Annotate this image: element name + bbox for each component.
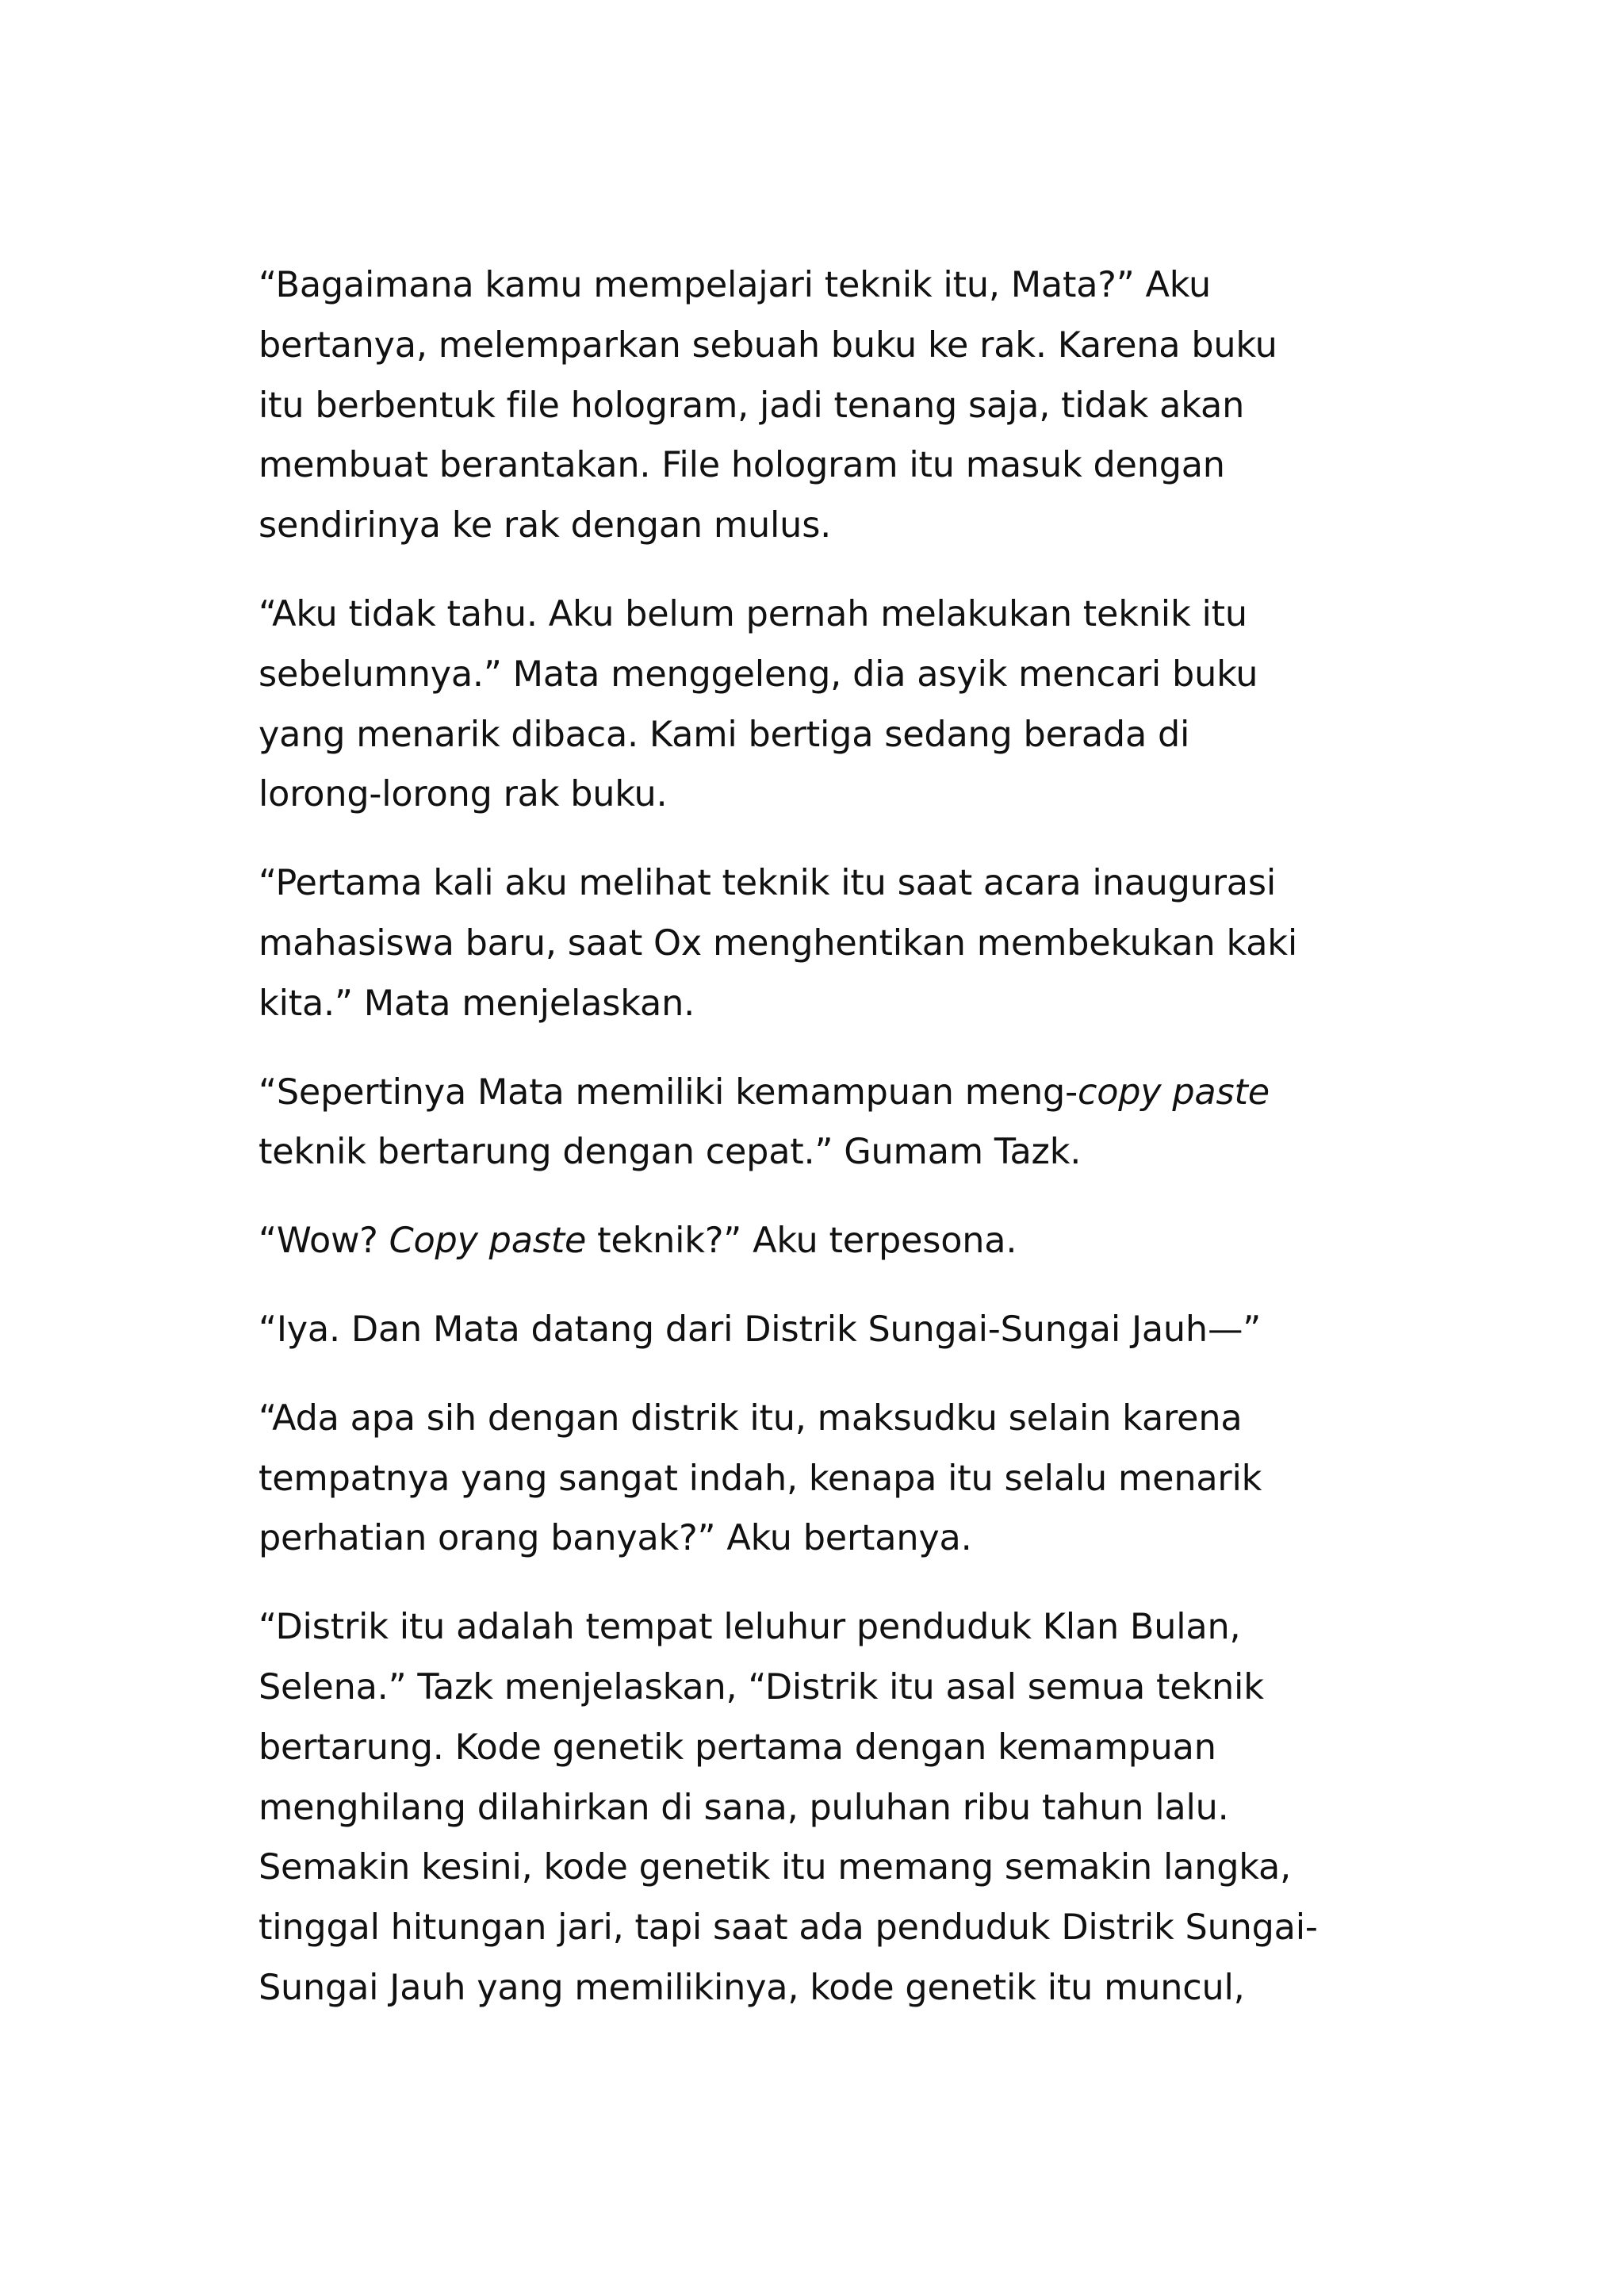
- text-line: membuat berantakan. File hologram itu masuk dengan: [259, 445, 1225, 486]
- italic-text: copy paste: [1077, 1071, 1270, 1113]
- text-segment: “Sepertinya Mata memiliki kemampuan meng-: [259, 1071, 1078, 1113]
- text-line: tempatnya yang sangat indah, kenapa itu selalu menarik: [259, 1458, 1262, 1499]
- text-line: menghilang dilahirkan di sana, puluhan ribu tahun lalu.: [259, 1787, 1229, 1828]
- paragraph-6: [259, 1300, 1392, 1360]
- text-line: “Aku tidak tahu. Aku belum pernah melakukan teknik itu: [259, 593, 1247, 634]
- text-line: Selena.” Tazk menjelaskan, “Distrik itu asal semua teknik: [259, 1666, 1264, 1708]
- text-line: “Distrik itu adalah tempat leluhur penduduk Klan Bulan,: [259, 1607, 1241, 1648]
- text-line: sendirinya ke rak dengan mulus.: [259, 505, 832, 546]
- text-line: perhatian orang banyak?” Aku bertanya.: [259, 1518, 972, 1559]
- story-text: [259, 255, 1392, 2047]
- text-line: bertanya, melemparkan sebuah buku ke rak. Karena buku: [259, 324, 1277, 366]
- text-line: itu berbentuk file hologram, jadi tenang saja, tidak akan: [259, 385, 1245, 426]
- text-line: “Ada apa sih dengan distrik itu, maksudku selain karena: [259, 1397, 1243, 1439]
- text-line: kita.” Mata menjelaskan.: [259, 983, 695, 1024]
- paragraph-1: [259, 255, 1392, 556]
- text-line: bertarung. Kode genetik pertama dengan kemampuan: [259, 1727, 1216, 1768]
- paragraph-2: [259, 585, 1392, 825]
- text-line: teknik bertarung dengan cepat.” Gumam Tazk.: [259, 1132, 1082, 1173]
- text-line: Semakin kesini, kode genetik itu memang semakin langka,: [259, 1847, 1292, 1888]
- paragraph-8: [259, 1597, 1392, 2018]
- text-line: mahasiswa baru, saat Ox menghentikan membekukan kaki: [259, 922, 1298, 964]
- text-line: [259, 1063, 1392, 1123]
- text-line: “Bagaimana kamu mempelajari teknik itu, Mata?” Aku: [259, 265, 1211, 305]
- paragraph-5: [259, 1211, 1392, 1271]
- text-line: yang menarik dibaca. Kami bertiga sedang berada di: [259, 714, 1190, 755]
- text-line: Sungai Jauh yang memilikinya, kode genetik itu muncul,: [259, 1967, 1245, 2008]
- italic-text: Copy paste: [389, 1221, 587, 1262]
- text-segment: “Wow?: [259, 1221, 389, 1262]
- text-line: lorong-lorong rak buku.: [259, 774, 668, 815]
- text-line: “Pertama kali aku melihat teknik itu saat acara inaugurasi: [259, 863, 1277, 904]
- text-line: “Iya. Dan Mata datang dari Distrik Sungai-Sungai Jauh—”: [259, 1309, 1262, 1350]
- paragraph-4: [259, 1063, 1392, 1183]
- paragraph-7: [259, 1389, 1392, 1569]
- text-line: sebelumnya.” Mata menggeleng, dia asyik mencari buku: [259, 654, 1258, 695]
- paragraph-3: [259, 853, 1392, 1033]
- text-segment: teknik?” Aku terpesona.: [586, 1221, 1017, 1262]
- text-line: tinggal hitungan jari, tapi saat ada penduduk Distrik Sungai-: [259, 1907, 1318, 1949]
- text-line: [259, 1211, 1392, 1271]
